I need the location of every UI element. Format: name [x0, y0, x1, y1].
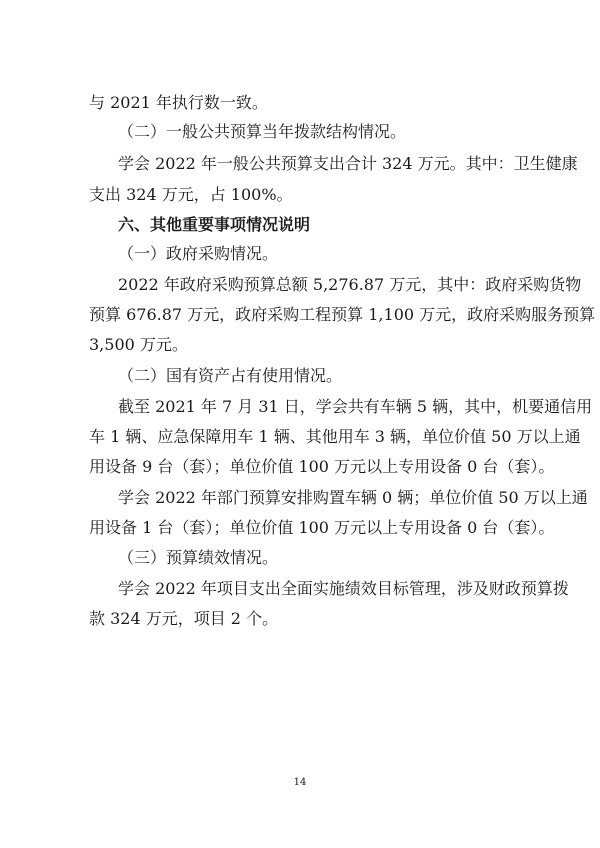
section-heading: 六、其他重要事项情况说明 [118, 215, 311, 234]
paragraph-line: 用设备 1 台（套）；单位价值 100 万元以上专用设备 0 台（套）。 [89, 518, 555, 537]
paragraph-line: 款 324 万元，项目 2 个。 [89, 609, 279, 628]
paragraph-line: 学会 2022 年部门预算安排购置车辆 0 辆；单位价值 50 万以上通 [118, 488, 588, 507]
paragraph-line: 学会 2022 年项目支出全面实施绩效目标管理，涉及财政预算拨 [118, 579, 569, 598]
paragraph-line: 车 1 辆、应急保障用车 1 辆、其他用车 3 辆，单位价值 50 万以上通 [89, 427, 581, 446]
paragraph-line: 预算 676.87 万元，政府采购工程预算 1,100 万元，政府采购服务预算 [89, 305, 596, 324]
subsection-heading: （二）一般公共预算当年拨款结构情况。 [118, 122, 407, 141]
subsection-heading: （二）国有资产占有使用情况。 [118, 366, 343, 385]
paragraph-line: 学会 2022 年一般公共预算支出合计 324 万元。其中：卫生健康 [118, 154, 578, 173]
subsection-heading: （一）政府采购情况。 [118, 244, 279, 263]
paragraph-line: 截至 2021 年 7 月 31 日，学会共有车辆 5 辆，其中，机要通信用 [118, 397, 593, 416]
page-number: 14 [293, 777, 307, 788]
paragraph-line: 3,500 万元。 [89, 335, 188, 354]
paragraph-line: 与 2021 年执行数一致。 [89, 93, 268, 112]
paragraph-line: 2022 年政府采购预算总额 5,276.87 万元，其中：政府采购货物 [118, 275, 582, 294]
subsection-heading: （三）预算绩效情况。 [118, 548, 279, 567]
paragraph-line: 用设备 9 台（套）；单位价值 100 万元以上专用设备 0 台（套）。 [89, 457, 555, 476]
paragraph-line: 支出 324 万元，占 100%。 [89, 185, 293, 204]
